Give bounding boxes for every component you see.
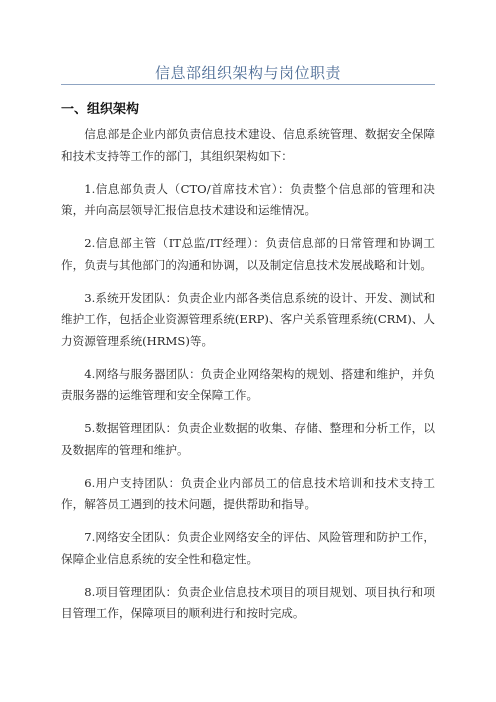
list-item-cto: 1.信息部负责人（CTO/首席技术官）：负责整个信息部的管理和决策，并向高层领导汇报信息技术建设和运维情况。 [61, 181, 435, 217]
document-body [61, 124, 435, 636]
list-item-security-team: 7.网络安全团队：负责企业网络安全的评估、风险管理和防护工作，保障企业信息系统的安全性和稳定性。 [61, 530, 435, 566]
list-item-it-manager: 2.信息部主管（IT总监/IT经理）：负责信息部的日常管理和协调工作，负责与其他部门的沟通和协调，以及制定信息技术发展战略和计划。 [61, 236, 435, 272]
document-title: 信息部组织架构与岗位职责 [154, 64, 341, 82]
intro-paragraph: 信息部是企业内部负责信息技术建设、信息系统管理、数据安全保障和技术支持等工作的部门，其组织架构如下： [61, 127, 435, 163]
list-item-dev-team: 3.系统开发团队：负责企业内部各类信息系统的设计、开发、测试和维护工作，包括企业资源管理系统(ERP)、客户关系管理系统(CRM)、人力资源管理系统(HRMS)等。 [61, 290, 435, 348]
list-item-support-team: 6.用户支持团队：负责企业内部员工的信息技术培训和技术支持工作，解答员工遇到的技术问题，提供帮助和指导。 [61, 475, 435, 511]
list-item-data-team: 5.数据管理团队：负责企业数据的收集、存储、整理和分析工作，以及数据库的管理和维护。 [61, 421, 435, 457]
title-divider [61, 84, 435, 85]
list-item-project-team: 8.项目管理团队：负责企业信息技术项目的项目规划、项目执行和项目管理工作，保障项目的顺利进行和按时完成。 [61, 584, 435, 620]
list-item-network-team: 4.网络与服务器团队：负责企业网络架构的规划、搭建和维护，并负责服务器的运维管理和安全保障工作。 [61, 366, 435, 402]
section-heading: 一、组织架构 [61, 102, 140, 117]
